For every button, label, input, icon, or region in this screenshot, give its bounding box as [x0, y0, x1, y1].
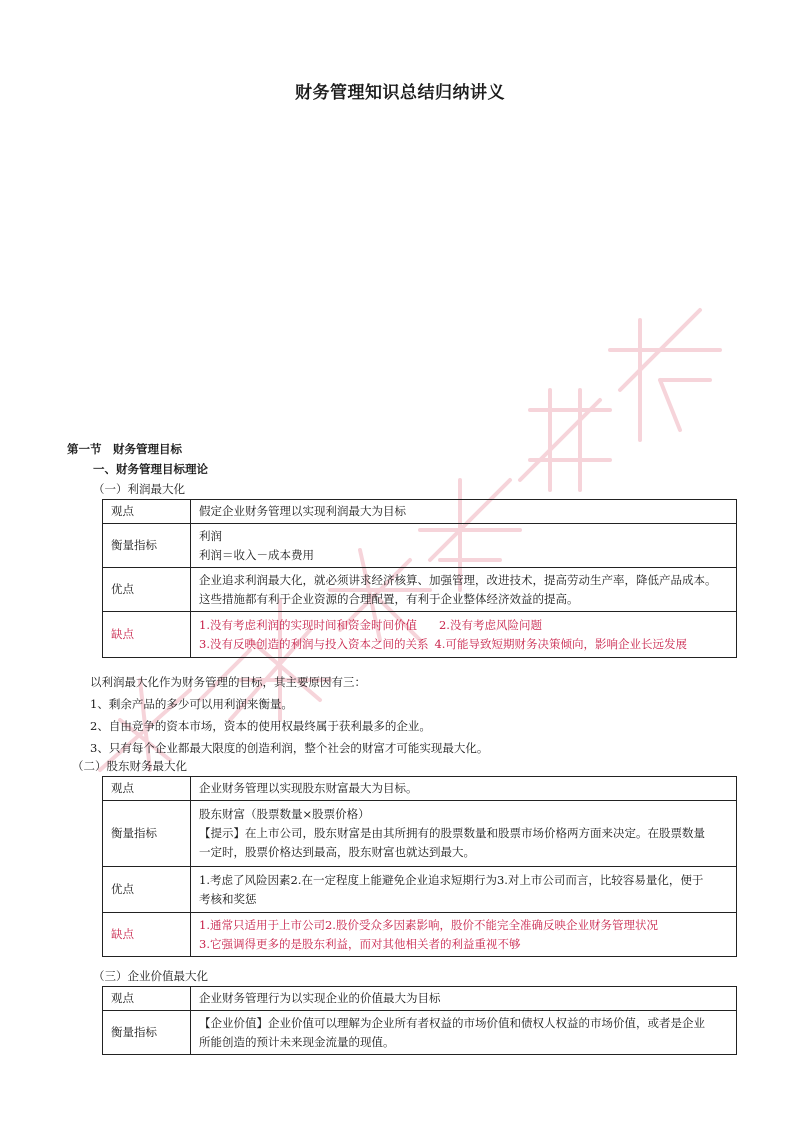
merit-line: 这些措施都有利于企业资源的合理配置，有利于企业整体经济效益的提高。 [199, 591, 579, 606]
row-content: 假定企业财务管理以实现利润最大为目标 [191, 500, 737, 524]
enterprise-heading: （三）企业价值最大化 [93, 969, 208, 983]
row-label: 优点 [103, 867, 191, 913]
merit-line: 1.考虑了风险因素2.在一定程度上能避免企业追求短期行为3.对上市公司而言，比较容易量化，便于 [199, 872, 704, 887]
enterprise-table [102, 986, 737, 1055]
table-row [103, 568, 737, 612]
row-content [191, 612, 737, 658]
row-content: 企业财务管理行为以实现企业的价值最大为目标 [191, 987, 737, 1011]
measure-tip: 【提示】在上市公司，股东财富是由其所拥有的股票数量和股票市场价格两方面来决定。在股票数量 [199, 826, 705, 840]
flaw-item: 1.没有考虑利润的实现时间和资金时间价值 [199, 617, 417, 632]
row-content: 企业财务管理以实现股东财富最大为目标。 [191, 777, 737, 801]
shareholder-heading: （二）股东财务最大化 [72, 759, 187, 773]
reason-item: 1、剩余产品的多少可以用利润来衡量。 [90, 697, 293, 711]
subsection-heading: 一、财务管理目标理论 [93, 462, 208, 476]
profit-table [102, 499, 737, 658]
row-label: 衡量指标 [103, 801, 191, 867]
measure-line: 利润 [199, 528, 222, 543]
measure-line: 所能创造的预计未来现金流量的现值。 [199, 1034, 395, 1049]
row-label: 缺点 [103, 612, 191, 658]
table-row [103, 524, 737, 568]
table-row [103, 867, 737, 913]
row-content [191, 1011, 737, 1055]
measure-formula: 利润＝收入－成本费用 [199, 547, 314, 562]
measure-line: 【企业价值】企业价值可以理解为企业所有者权益的市场价值和债权人权益的市场价值，或者是企业 [199, 1015, 705, 1030]
reason-item: 3、只有每个企业都最大限度的创造利润，整个社会的财富才可能实现最大化。 [90, 741, 489, 755]
row-content [191, 524, 737, 568]
table-row [103, 987, 737, 1011]
row-content [191, 801, 737, 867]
flaw-item: 4.可能导致短期财务决策倾向，影响企业长远发展 [434, 636, 687, 651]
flaw-item: 2.没有考虑风险问题 [438, 617, 542, 632]
row-label: 衡量指标 [103, 524, 191, 568]
flaw-item: 1.通常只适用于上市公司2.股价受众多因素影响，股价不能完全准确反映企业财务管理状况 [199, 917, 658, 932]
reason-intro: 以利润最大化作为财务管理的目标，其主要原因有三： [90, 675, 366, 689]
table-row [103, 612, 737, 658]
measure-line: 股东财富（股票数量×股票价格） [199, 807, 370, 821]
row-label: 观点 [103, 500, 191, 524]
row-content [191, 913, 737, 957]
table-row [103, 1011, 737, 1055]
row-label: 观点 [103, 987, 191, 1011]
profit-heading: （一）利润最大化 [93, 482, 185, 496]
row-content [191, 568, 737, 612]
row-label: 衡量指标 [103, 1011, 191, 1055]
table-row [103, 913, 737, 957]
table-row [103, 801, 737, 867]
flaw-item: 3.它强调得更多的是股东利益，而对其他相关者的利益重视不够 [199, 936, 521, 951]
table-row [103, 500, 737, 524]
row-label: 优点 [103, 568, 191, 612]
page-title: 财务管理知识总结归纳讲义 [295, 83, 505, 103]
merit-line: 企业追求利润最大化，就必须讲求经济核算、加强管理，改进技术，提高劳动生产率，降低产品成本。 [199, 572, 717, 587]
table-row [103, 777, 737, 801]
row-label: 观点 [103, 777, 191, 801]
shareholder-table [102, 776, 737, 957]
merit-line: 考核和奖惩 [199, 891, 257, 906]
flaw-item: 3.没有反映创造的利润与投入资本之间的关系 [199, 636, 429, 651]
section-heading: 第一节 财务管理目标 [67, 442, 182, 456]
measure-tip: 一定时，股票价格达到最高，股东财富也就达到最大。 [199, 845, 475, 859]
row-content [191, 867, 737, 913]
reason-item: 2、自由竞争的资本市场，资本的使用权最终属于获利最多的企业。 [90, 719, 431, 733]
row-label: 缺点 [103, 913, 191, 957]
